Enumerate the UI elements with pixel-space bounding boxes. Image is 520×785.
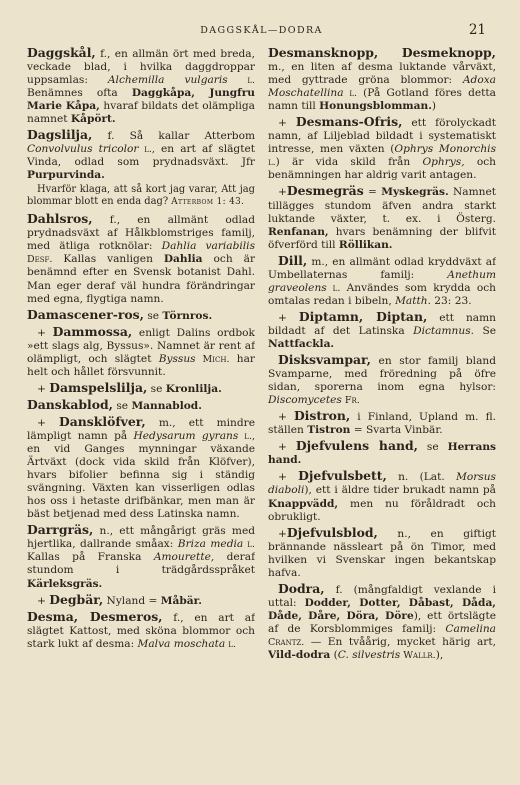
- headword: Dill,: [278, 252, 308, 268]
- dagger-mark: +: [37, 416, 60, 429]
- poem-quote: Hvarför klaga, att så kort jag varar, Att jag blommar blott en enda dag? Atterbom 1: 43.: [27, 184, 255, 208]
- cross-reference: Måbär.: [160, 594, 202, 607]
- cross-reference: Vild-dodra: [268, 649, 331, 662]
- running-head: DAGGSKÅL—DODRA: [200, 25, 323, 36]
- entry-dill: Dill, m., en allmänt odlad kryddväxt af Umbellaternas familj: Anethum graveolens l. Användes som krydda och omtalas redan i bibeln, Matth. 23: 23.: [268, 252, 496, 307]
- entry-danskablod: Danskablod, se Mannablod.: [27, 396, 202, 412]
- dagger-mark: +: [37, 382, 50, 395]
- headword: Djefvulens hand,: [295, 438, 418, 454]
- dagger-mark: +: [37, 594, 50, 607]
- dagger-mark: +: [278, 186, 287, 199]
- quote-source: Atterbom 1: 43.: [171, 197, 245, 208]
- cross-reference: Herrans hand.: [268, 441, 496, 467]
- scientific-name: Briza media: [177, 538, 244, 551]
- entry-desmegras: +Desmegräs = Myskegräs. Namnet tillägges stundom äfven andra starkt luktande växter, t. ex. i Österg. Renfanan, hvars benämning der blifvit öfverförd till Röllikan.: [268, 183, 496, 251]
- headword: Degbär,: [49, 591, 104, 607]
- entry-damascener-ros: Damascener-ros, se Törnros.: [27, 306, 213, 322]
- scientific-name: Discomycetes: [268, 394, 342, 407]
- dagger-mark: +: [278, 311, 299, 324]
- cross-reference: Honungsblomman.: [319, 100, 432, 113]
- bible-reference: Matth.: [395, 294, 431, 307]
- cross-reference: Mannablod.: [131, 399, 202, 412]
- right-column: [268, 46, 496, 664]
- headword: Djefvulsbett,: [298, 468, 387, 484]
- entry-diptamn: + Diptamn, Diptan, ett namn bildadt af det Latinska Dictamnus. Se Nattfackla.: [268, 308, 496, 350]
- cross-reference: Myskegräs.: [381, 186, 449, 199]
- cross-reference: Röllikan.: [338, 238, 393, 251]
- scientific-name: Anethum graveolens: [268, 268, 496, 294]
- dagger-mark: +: [278, 117, 296, 130]
- entry-degbar: + Degbär, Nyland = Måbär.: [37, 591, 202, 607]
- entry-desma: Desma, Desmeros, f., en art af slägtet Kattost, med sköna blommor och stark lukt af desma: Malva moschata l.: [27, 608, 255, 650]
- headword: Dodra,: [278, 580, 325, 596]
- page-header: [27, 22, 496, 46]
- entry-disksvampar: Disksvampar, en stor familj bland Svamparne, med fröredning på öfre sidan, sporerna inom egna hylsor: Discomycetes Fr.: [268, 352, 496, 407]
- entry-djefvulsbett: + Djefvulsbett, n. (Lat. Morsus diaboli), ett i äldre tider brukadt namn på Knappvädd, men nu föråldradt och obrukligt.: [268, 468, 496, 523]
- scientific-name: C. silvestris: [337, 649, 401, 662]
- entry-daggskal: Daggskål, f., en allmän ört med breda, veckade blad, i hvilka daggdroppar uppsamlas: Alchemilla vulgaris l. Benämnes ofta Daggkåpa, Jungfru Marie Kåpa, hvaraf bildats det olämpliga namnet Kåpört.: [27, 46, 255, 126]
- cross-reference: Purpurvinda.: [27, 169, 105, 182]
- scientific-name: Camelina: [445, 622, 496, 635]
- cross-reference: Kärleksgräs.: [27, 577, 103, 590]
- dagger-mark: +: [278, 411, 294, 424]
- scientific-name: Dictamnus.: [413, 324, 474, 337]
- headword: Distron,: [293, 408, 351, 424]
- cross-reference: Dodder, Dotter, Dåbast, Dåda, Dåde, Dåre, Döra, Döre: [268, 596, 496, 622]
- headword: Disksvampar,: [278, 352, 371, 368]
- entry-djefvulsblod: +Djefvulsblod, n., en giftigt brännande nässleart på ön Timor, med hvilken vi Svenskar ingen bekantskap hafva.: [268, 524, 496, 579]
- entry-dahlsros: Dahlsros, f., en allmänt odlad prydnadsväxt af Hålkblomstriges familj, med ätliga rotknölar: Dahlia variabilis Desf. Kallas vanligen Dahlia och är benämnd efter en Svensk botanist Dahl. Man eger deraf väl hundra förändringar med egna, flygtiga namn.: [27, 211, 255, 305]
- headword: Desma, Desmeros,: [27, 608, 163, 624]
- scientific-name: Dahlia variabilis: [161, 240, 255, 253]
- dagger-mark: +: [278, 441, 296, 454]
- cross-reference: Nattfackla.: [268, 337, 335, 350]
- entry-dodra: Dodra, f. (mångfaldigt vexlande i uttal: Dodder, Dotter, Dåbast, Dåda, Dåde, Dåre, Döra, Döre), ett örtslägte af de Korsblommiges familj: Camelina Crantz. — En tvåårig, mycket härig art, Vild-dodra (C. silvestris Wallr.),: [268, 580, 496, 662]
- entry-dammossa: + Dammossa, enligt Dalins ordbok »ett slags alg, Byssus». Namnet är rent af olämpligt, och slägtet Byssus Mich. har helt och hållet försvunnit.: [27, 323, 255, 378]
- scientific-name: Convolvulus tricolor: [27, 143, 139, 156]
- dagger-mark: +: [278, 527, 287, 540]
- dagger-mark: +: [278, 471, 299, 484]
- entry-damspelslilja: + Damspelslilja, se Kronlilja.: [37, 379, 222, 395]
- scientific-name: Alchemilla vulgaris: [107, 74, 228, 87]
- cross-reference: Knappvädd,: [268, 497, 339, 510]
- entry-darrgras: Darrgräs, n., ett mångårigt gräs med hjertlika, dallrande småax: Briza media l. Kallas på Franska Amourette, deraf stundom i trädgårdsspråket Kärleksgräs.: [27, 522, 255, 590]
- two-column-body: [27, 46, 496, 664]
- headword: Dagslilja,: [27, 127, 93, 143]
- headword: Daggskål,: [27, 46, 96, 60]
- cross-reference: Daggkåpa, Jungfru Marie Kåpa,: [27, 87, 255, 113]
- entry-dagslilja: Dagslilja, f. Så kallar Atterbom Convolvulus tricolor l., en art af slägtet Vinda, odlad som prydnadsväxt. Jfr Purpurvinda.: [27, 127, 255, 182]
- cross-reference: Renfanan,: [268, 225, 329, 238]
- headword: Dammossa,: [52, 323, 133, 339]
- left-column: [27, 46, 255, 664]
- scientific-name: Morsus diaboli: [268, 471, 496, 497]
- scientific-name: Byssus: [158, 352, 196, 365]
- cross-reference: Dahlia: [163, 253, 203, 266]
- scientific-name: Ophrys Monorchis: [394, 143, 496, 156]
- headword: Diptamn, Diptan,: [298, 308, 428, 324]
- headword: Desmans-Ofris,: [295, 114, 403, 130]
- page-number: 21: [468, 22, 486, 38]
- headword: Dansklöfver,: [59, 413, 146, 429]
- cross-reference: Törnros.: [162, 309, 213, 322]
- scientific-name: Ophrys,: [422, 156, 465, 169]
- entry-desmans-ofris: + Desmans-Ofris, ett förolyckadt namn, af Liljeblad bildadt i systematiskt intresse, men växten (Ophrys Monorchis l.) är vida skild från Ophrys, och benämningen har aldrig varit antagen.: [268, 114, 496, 182]
- entry-dansklofver: + Dansklöfver, m., ett mindre lämpligt namn på Hedysarum gyrans l., en vid Ganges mynningar växande Ärtväxt (dock vida skild från Klöfver), hvars bifolier befinna sig i ständig svängning. Växten kan visserligen odlas hos oss i hetaste drifbänkar, men man är bäst betjenad med dess Latinska namn.: [27, 413, 255, 521]
- scientific-name: Hedysarum gyrans: [133, 429, 239, 442]
- cross-reference: Kåpört.: [70, 113, 116, 126]
- entry-distron: + Distron, i Finland, Upland m. fl. ställen Tistron = Svarta Vinbär.: [268, 408, 496, 437]
- entry-djefvulens-hand: + Djefvulens hand, se Herrans hand.: [268, 438, 496, 467]
- cross-reference: Kronlilja.: [165, 382, 222, 395]
- scientific-name: Adoxa Moschatellina: [268, 74, 496, 100]
- entry-desmansknopp: Desmansknopp, Desmeknopp, m., en liten af desma luktande vårväxt, med gyttrade gröna blommor: Adoxa Moschatellina l. (På Gotland föres detta namn till Honungsblomman.): [268, 46, 496, 113]
- headword: Dahlsros,: [27, 211, 93, 227]
- headword: Darrgräs,: [27, 522, 94, 538]
- headword: Damspelslilja,: [49, 379, 148, 395]
- headword: Desmegräs: [286, 183, 364, 199]
- scientific-name: Malva moschata: [137, 637, 226, 650]
- cross-reference: Tistron: [307, 424, 351, 437]
- foreign-word: Amourette,: [153, 551, 215, 564]
- headword: Damascener-ros,: [27, 306, 144, 322]
- headword: Danskablod,: [27, 396, 113, 412]
- headword: Desmansknopp, Desmeknopp,: [268, 46, 496, 60]
- headword: Djefvulsblod,: [286, 524, 378, 540]
- dagger-mark: +: [37, 326, 53, 339]
